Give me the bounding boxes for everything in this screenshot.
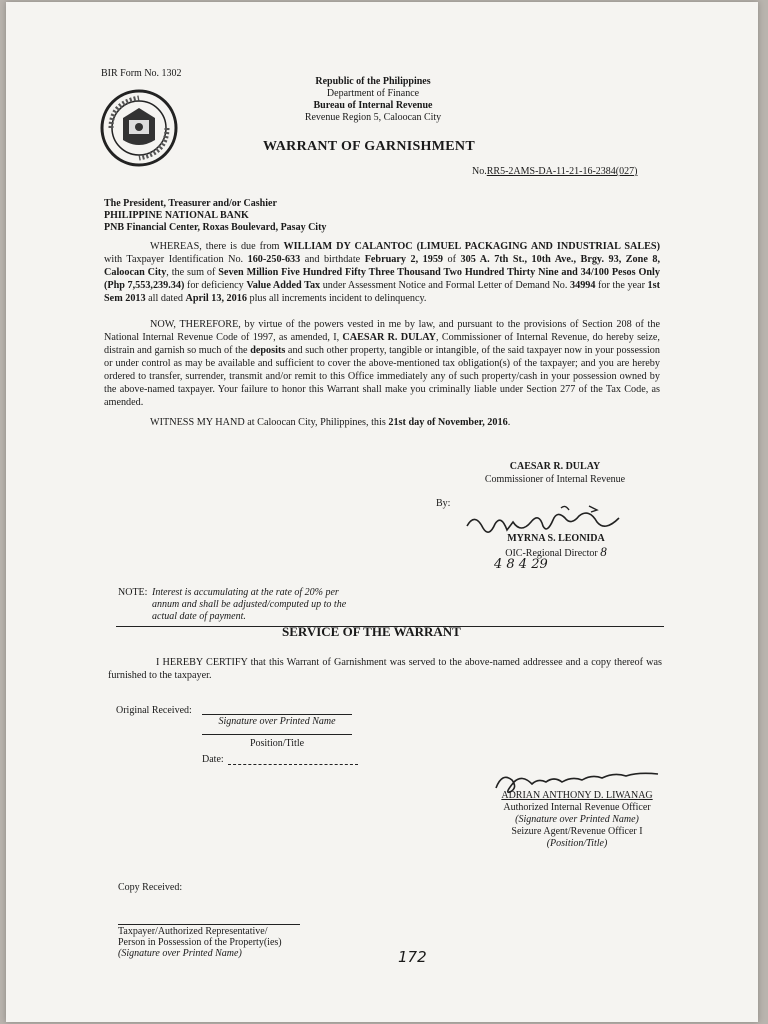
tin-value: 160-250-633 (247, 254, 301, 265)
text: NOW, THEREFORE, by virtue of the powers vested in me by law, and pursuant to the provisions of Section 208 of the National Internal Revenue Code of 1997, as amended, I, (104, 319, 660, 343)
assessment-date-value: April 13, 2016 (185, 293, 247, 304)
handwritten-code: 4 8 4 29 (494, 557, 548, 572)
text: all dated (145, 293, 186, 304)
note-label: NOTE: (118, 587, 148, 598)
original-signature-line (202, 714, 352, 715)
text: WITNESS MY HAND at Caloocan City, Philippines, this (150, 417, 389, 428)
amount-value: Seven Million Five Hundred Fifty Three Thousand Two Hundred Thirty Nine and 34/100 Pesos Only (Php 7,553,239.34) (104, 267, 660, 291)
certify-paragraph: I HEREBY CERTIFY that this Warrant of Garnishment was served to the above-named addressee and a copy thereof was furnished to the taxpayer. (108, 657, 662, 681)
text: , the sum of (166, 267, 219, 278)
addressee-line-2: PHILIPPINE NATIONAL BANK (104, 210, 249, 221)
org-block (288, 76, 458, 124)
org-line-republic: Republic of the Philippines (315, 76, 431, 87)
text: with Taxpayer Identification No. (104, 254, 248, 265)
officer-signature-caption: (Signature over Printed Name) (515, 814, 639, 825)
commissioner-title: Commissioner of Internal Revenue (484, 474, 626, 485)
commissioner-signature-name: CAESAR R. DULAY (509, 461, 601, 472)
whereas-paragraph (104, 240, 660, 305)
commissioner-block (470, 460, 640, 486)
original-received-label: Original Received: (116, 705, 192, 716)
addressee-block (104, 198, 326, 234)
therefore-paragraph (104, 318, 660, 409)
by-label: By: (436, 498, 451, 509)
witness-date: 21st day of November, 2016 (388, 417, 508, 428)
text: and birthdate (300, 254, 365, 265)
org-line-bir: Bureau of Internal Revenue (313, 100, 433, 111)
officer-name: ADRIAN ANTHONY D. LIWANAG (501, 790, 653, 801)
officer-position-caption: (Position/Title) (546, 838, 608, 849)
text: , Commissioner of Internal Revenue, do hereby seize, distrain and garnish so much of the (104, 332, 660, 356)
officer-position: Seizure Agent/Revenue Officer I (511, 826, 643, 837)
service-heading: SERVICE OF THE WARRANT (282, 624, 461, 639)
taxpayer-caption-block (118, 926, 282, 959)
text: for the year (595, 280, 648, 291)
date-line (228, 764, 358, 765)
officer-block (484, 790, 670, 850)
tax-year-value: 1st Sem 2013 (104, 280, 660, 304)
org-line-region: Revenue Region 5, Caloocan City (304, 112, 442, 123)
deposits-term: deposits (250, 345, 286, 356)
address-value: 305 A. 7th St., 10th Ave., Brgy. 93, Zone 8, Caloocan City (104, 254, 660, 278)
text: of (443, 254, 461, 265)
delegate-title: OIC-Regional Director (505, 548, 598, 559)
document-title: WARRANT OF GARNISHMENT (263, 139, 475, 154)
taxpayer-caption-line-1: Taxpayer/Authorized Representative/ (118, 926, 268, 937)
officer-title: Authorized Internal Revenue Officer (503, 802, 651, 813)
birthdate-value: February 2, 1959 (364, 254, 444, 265)
handwritten-page-number: 172 (398, 948, 427, 966)
delegate-name: MYRNA S. LEONIDA (507, 533, 605, 544)
original-signature-caption: Signature over Printed Name (218, 716, 336, 727)
addressee-line-3: PNB Financial Center, Roxas Boulevard, Pasay City (104, 222, 327, 233)
demand-number-value: 34994 (570, 280, 596, 291)
commissioner-name: CAESAR R. DULAY (342, 332, 437, 343)
org-line-dof: Department of Finance (326, 88, 420, 99)
taxpayer-signature-line (118, 924, 300, 925)
addressee-line-1: The President, Treasurer and/or Cashier (104, 198, 277, 209)
note-text: Interest is accumulating at the rate of 20% per annum and shall be adjusted/computed up to the actual date of payment. (152, 587, 347, 622)
warrant-number (472, 166, 637, 177)
form-number: BIR Form No. 1302 (101, 68, 182, 79)
delegate-block (486, 532, 626, 560)
taxpayer-name: WILLIAM DY CALANTOC (LIMUEL PACKAGING AND INDUSTRIAL SALES) (283, 241, 660, 252)
position-caption: Position/Title (249, 738, 305, 749)
text: under Assessment Notice and Formal Letter of Demand No. (320, 280, 570, 291)
text: for deficiency (184, 280, 247, 291)
copy-received-label: Copy Received: (118, 882, 183, 893)
position-line (202, 734, 352, 735)
text: WHEREAS, there is due from (150, 241, 284, 252)
warrant-number-prefix: No. (472, 166, 487, 177)
taxpayer-caption-line-3: (Signature over Printed Name) (118, 948, 242, 959)
document-page (6, 2, 758, 1022)
witness-line (150, 416, 660, 429)
warrant-number-value: RR5-2AMS-DA-11-21-16-2384(027) (486, 166, 638, 177)
taxpayer-caption-line-2: Person in Possession of the Property(ies) (118, 937, 282, 948)
text: and such other property, tangible or intangible, of the said taxpayer now in your possession or under control as may be available and sufficient to cover the above-mentioned tax obligation(s) of the taxpayer; and you are hereby ordered to transfer, surrender, transmit and/or remit to this Office immediately any of such property/cash in your possession owned by the above-named taxpayer. Your failure to honor this Warrant shall make you criminally liable under Section 277 of the Tax Code, as amended. (104, 345, 660, 408)
tax-type-value: Value Added Tax (246, 280, 321, 291)
bir-seal-icon (99, 88, 179, 168)
date-label: Date: (202, 754, 224, 765)
text: plus all increments incident to delinquency. (246, 293, 427, 304)
text: . (507, 417, 511, 428)
handwritten-region-number: 8 (600, 544, 607, 559)
